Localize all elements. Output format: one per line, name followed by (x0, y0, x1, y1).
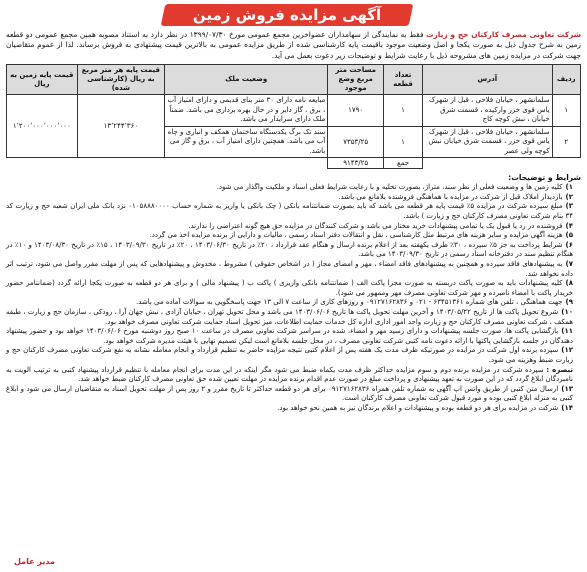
col-base-price: قیمت پایه زمین به ریال (7, 65, 78, 95)
total-row (7, 158, 581, 169)
total-area: ۹۱۴۳/۲۵ (328, 158, 384, 169)
col-radif: ردیف (552, 65, 580, 95)
page-title: آگهی مزایده فروش زمین (192, 6, 382, 24)
list-item: ۷)به پیشنهادهای فاقد سپرده و همچنین به پیشنهادهای فاقد امضاء ، مهر و امضای مجاز ( در اشخاص حقوقی ) مشروط ، مخدوش و پیشنهادهایی که پس از مهلت مقرر واصل می شود، ترتیب اثر داده نخواهد شد. (6, 259, 573, 278)
col-area: مساحت متر مربع وضع موجود (328, 65, 384, 95)
list-item: ۱۴)شرکت در مزایده برای هر دو قطعه بوده و پیشنهادات و اعلام برندگان نیز به همین نحو خواهد بود. (277, 403, 573, 412)
table-header-row (7, 65, 581, 95)
cell-address: سلمانشهر ، خیابان فلاحی ، قبل از شهرک یاس قوی خزر ، قسمت شرق خیابان نبش کوچه ولی عصر (423, 126, 553, 158)
total-spacer-left (7, 158, 328, 169)
signature: مدیر عامل (14, 557, 55, 566)
cell-radif: ۱ (552, 95, 580, 127)
list-item: ۴)فروشنده در رد یا قبول یک یا تمامی پیشنهادات خرید مختار می باشد و شرکت کنندگان در مزایده حق هیچ گونه اعتراضی را ندارند. (188, 221, 573, 230)
list-item: ۱۰)شروع تحویل پاکت ها از تاریخ ۱۴۰۳/۰۵/۲۲ و آخرین مهلت تحویل پاکت ها تاریخ ۱۴۰۳/۰۶/۰۶ می باشد و محل تحویل تهران ، خیابان آزادی ، نبش جهان آرا ، رودکی ، سازمان حج و زیارت ، طبقه همکف ، شرکت تعاونی مصرف کارکنان حج و زیارت واحد امور اداری اداره کل خدمات حمایت اطلاعات، میز تحویل اسناد حمایت شرکت تعاونی مصرف خواهد بود. (6, 307, 573, 326)
list-item: ۱۳)ارسال متن کتبی از طریق واتس اپ آگهی به شماره تلفن همراه ۰۹۱۲۷۱۶۲۸۳۶ برای هر دو قطعه حداکثر تا تاریخ مقرر و ۲ روز پس از مهلت تحویل اسناد به متقاضیان ارسال می شود و ابلاغ کتبی به منزله ابلاغ کتبی بوده و مورد قبول شرکت تعاونی مصرف کارکنان است. (6, 384, 573, 403)
cell-area: ۱۷۹۰ (328, 95, 384, 127)
col-address: آدرس (423, 65, 553, 95)
total-spacer (423, 158, 581, 169)
total-label: جمع (384, 158, 423, 169)
col-unit-price: قیمت پایه هر متر مربع به ریال (کارشناسی شده) (77, 65, 164, 95)
list-item: ۵)هزینه آگهی مزایده و سایر هزینه های مرتبط مثل کارشناسی ، نقل و انتقالات دفتر اسناد رسمی ، مالیات و دارایی از برنده مزایده اخذ می گردد. (149, 231, 573, 240)
list-item: ۱)کلیه زمین ها و وضعیت فعلی از نظر سند، متراژ، بصورت تخلیه و با رعایت شرایط فعلی اسناد و ملکیت واگذار می شود. (216, 183, 573, 192)
cell-count: ۱ (384, 95, 423, 127)
col-description: وضعیت ملک (165, 65, 328, 95)
conditions-title: شرایط و توضیحات: (508, 173, 581, 183)
conditions-list (6, 183, 581, 413)
note-item: تبصره : سپرده شرکت در مزایده برنده دوم و سوم مزایده حداکثر ظرف مدت یکماه ضبط می شود مگر اینکه در این مدت برای انجام معامله با تنظیم قرارداد پیشنهاد کتبی به ترتیب الویت به نامبردگان ابلاغ گردد که در این صورت به تعهد پیشنهادی و پرداخت مبلغ در صورت عدم اقدام برنده مزایده در مهلت تعیین شده حق تعاونی مصرف کارکنان ضبط خواهد شد. (6, 365, 573, 384)
land-table (6, 64, 581, 169)
intro-paragraph (6, 30, 581, 61)
list-item: ۲)بازدیدار املاک قبل از شرکت در مزایده با هماهنگی فروشنده بلامانع می باشد. (338, 192, 573, 201)
cell-description: مبایعه نامه دارای ۳۰ متر بنای قدیمی و دارای امتیاز آب ، برق ، گاز دایر و در حال بهره برداری می باشد. ضمناً ملک دارای سرایدار می باشد. (165, 95, 328, 127)
list-item: ۹)جهت هماهنگی ، تلفن های شماره ۶۳۴۵۱۳۶۱ - ۰۲۱ و ۰۹۱۲۷۱۶۲۸۳۶ و روزهای کاری از ساعت ۷ الی ۱۳ جهت پاسخگویی به سوالات آماده می باشد. (135, 298, 573, 307)
company-name: شرکت تعاونی مصرف کارکنان حج و زیارت (426, 30, 582, 39)
cell-description: سند تک برگ یکدستگاه ساختمان همکف و انباری و چاه آب می باشد. همچنین دارای امتیاز آب ، برق و گاز می باشد. (165, 126, 328, 158)
list-item: ۱۱)بازگشایی پاکت ها، صورت جلسه پیشنهادات و دارای رسید مهر و امضاء، شده در سراسر شرکت تعاونی مصرف در ساعت ۱۰ صبح روز دوشنبه مورخ ۱۴۰۳/۰۶/۰۶ خواهد بود و حضور پیشنهاد دهندگان در جلسه بازگشایی پاکتها با ارائه دعوت نامه کتبی شرکت تعاونی مصرف ، در محل جلسه بلامانع است لیکن تصمیم نهایی با هیئت مدیره شرکت خواهد بود. (6, 327, 574, 345)
list-item: ۱۲)سپرده برنده اول شرکت در مزایده در صورتیکه ظرف مدت یک هفته پس از اعلام کتبی نتیجه مزایده حاضر به تنظیم قرارداد و انجام معامله نشانه به نفع شرکت تعاونی مصرف کارکنان حج و زیارت ضبط وهزینه می شود. (6, 346, 573, 364)
cell-radif: ۲ (552, 126, 580, 158)
intro-text: فقط به نمایندگی از سهامداران عضواخرین مجمع عمومی مورخ ۱۳۹۹/۰۷/۳۰ در نظر دارد به استناد مصوبه همین مجمع عمومی دو قطعه زمین به شرح جدول ذیل به صورت یکجا و اصل وضعیت موجود باقیمت پایه کارشناسی شده از طریق مزایده عمومی به بالاترین قیمت پیشنهادی به فروش برساند. لذا از عموم متقاضیان جهت شرکت در مزایده زمین های مشروحه ذیل با رعایت شرایط و توضیحات زیر دعوت بعمل می آید. (6, 30, 581, 60)
col-count: تعداد قطعه (384, 65, 423, 95)
cell-base-price: ۱٬۲۰۰٬۰۰۰٬۰۰۰٬۰۰۰ (7, 95, 78, 158)
title-banner (6, 3, 581, 27)
list-item: ۶)شرایط پرداخت به جز ۵٪ سپرده ، ۳۰٪ ظرف یکهفته بعد از اعلام برنده ارسال و هنگام عقد قرارداد ، ۲۰٪ در تاریخ ۱۴۰۳/۰۶/۳۰ ، ۲۰٪ در تاریخ ۱۴۰۳/۰۹/۳۰ ، ۱۵٪ در تاریخ ۱۴۰۳/۰۸/۳۰ و ۱۰٪ در هنگام تنظیم سند در دفترخانه اسناد رسمی در تاریخ ۱۴۰۳/۰۹/۳۰ می باشد. (6, 240, 573, 259)
table-row (7, 95, 581, 127)
cell-unit-price: ۱۳٬۲۴۴٬۳۶۰ (77, 95, 164, 158)
list-item: ۸)کلیه پیشنهادات باید به صورت پاکت دربسته به صورت مجزا پاکت الف ( ضمانتنامه بانکی واریزی ) پاکت ب ( پیشنهاد مالی ) و برای هر دو قطعه به صورت یکجا ارائه گردد (ضمانتامر حضور خریدار پاکت با امضاء نامبرده و مهر شرکت تعاونی مصرف مهر وممهور می شود). (6, 279, 573, 297)
list-item: ۳)مبلغ سپرده شرکت در مزایده ۵٪ قیمت پایه هر قطعه می باشد که باید بصورت ضمانتنامه بانکی ( چک بانکی یا واریز به شماره حساب ۰۱۰۵۸۸۸۰۰۰۰ نزد بانک ملی ایران شعبه حج و زیارت کد ۳۴ بنام شرکت تعاونی مصرف کارکنان حج و زیارت ) باشد. (6, 202, 573, 220)
cell-count: ۱ (384, 126, 423, 158)
cell-area: ۷۳۵۳/۲۵ (328, 126, 384, 158)
cell-address: سلمانشهر ، خیابان فلاحی ، قبل از شهرک یاس قوی خزر وارکیده ، قسمت شرق خیابان ، نبش کوچه کاج (423, 95, 553, 127)
